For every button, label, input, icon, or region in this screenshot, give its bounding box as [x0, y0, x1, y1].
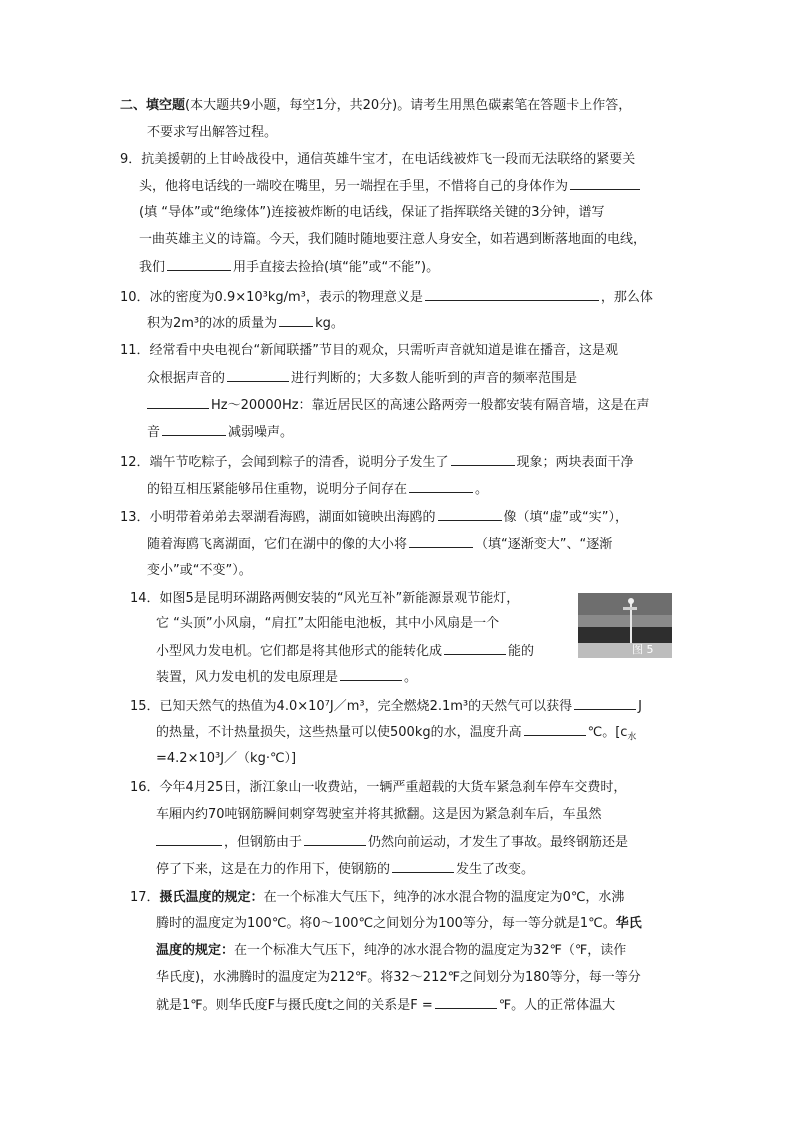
- q14-line-4b: 。: [404, 670, 418, 685]
- q9-line-5a: 我们: [139, 260, 166, 275]
- answer-blank[interactable]: [279, 313, 313, 327]
- answer-blank[interactable]: [147, 395, 209, 409]
- figure-5-photo: [578, 593, 672, 658]
- answer-blank[interactable]: [524, 722, 586, 736]
- q17-number: 17．: [130, 890, 160, 905]
- q9-line-2: 头，他将电话线的一端咬在嘴里，另一端捏在手里，不惜将自己的身体作为: [139, 179, 569, 194]
- q13-line-1a: 13．小明带着弟弟去翠湖看海鸥，湖面如镜映出海鸥的: [120, 510, 436, 525]
- q17-fahrenheit-heading-b: 温度的规定：: [156, 943, 235, 958]
- q17-line-3: 在一个标准大气压下，纯净的冰水混合物的温度定为32℉（℉，读作: [234, 943, 627, 958]
- q16-line-1: 16．今年4月25日，浙江象山一收费站，一辆严重超载的大货车紧急刹车停车交费时，: [130, 780, 627, 795]
- answer-blank[interactable]: [409, 479, 473, 493]
- q12-line-1b: 现象；两块表面干净: [516, 455, 634, 470]
- answer-blank[interactable]: [435, 995, 497, 1009]
- answer-blank[interactable]: [227, 368, 289, 382]
- answer-blank[interactable]: [444, 641, 506, 655]
- figure-5-label: 图 5: [632, 643, 654, 656]
- q10-line-2b: kg。: [315, 316, 344, 331]
- q16-line-3b: 仍然向前运动，才发生了事故。最终钢筋还是: [368, 835, 629, 850]
- q15-subscript: 水: [627, 732, 637, 743]
- q12-line-2b: 。: [475, 482, 489, 497]
- q11-line-2b: 进行判断的；大多数人能听到的声音的频率范围是: [291, 371, 578, 386]
- section-number: 二、: [120, 98, 147, 113]
- q16-line-4b: 发生了改变。: [456, 862, 535, 877]
- q15-line-1b: J: [638, 699, 642, 714]
- answer-blank[interactable]: [156, 832, 222, 846]
- q13-line-2a: 随着海鸥飞离湖面，它们在湖中的像的大小将: [147, 537, 408, 552]
- q14-line-3a: 小型风力发电机。它们都是将其他形式的能转化成: [156, 644, 443, 659]
- q17-line-5a: 就是1℉。则华氏度F与摄氏度t之间的关系是F =: [156, 998, 433, 1013]
- section-desc-1: (本大题共9小题，每空1分，共20分)。请考生用黑色碳素笔在答题卡上作答，: [185, 98, 632, 113]
- q11-line-4b: 减弱噪声。: [228, 425, 294, 440]
- q11-line-1: 11．经常看中央电视台“新闻联播”节目的观众，只需听声音就知道是谁在播音，这是观: [120, 343, 619, 358]
- q15-line-2a: 的热量，不计热量损失，这些热量可以使500kg的水，温度升高: [156, 725, 522, 740]
- section-title: 填空题: [146, 98, 186, 113]
- q17-line-5b: ℉。人的正常体温大: [498, 998, 616, 1013]
- q9-line-1: 9．抗美援朝的上甘岭战役中，通信英雄牛宝才，在电话线被炸飞一段而无法联络的紧要关: [120, 152, 636, 167]
- section-desc-2: 不要求写出解答过程。: [147, 125, 278, 140]
- answer-blank[interactable]: [451, 452, 515, 466]
- q14-line-3b: 能的: [508, 644, 535, 659]
- answer-blank[interactable]: [162, 422, 226, 436]
- q12-line-2a: 的铅互相压紧能够吊住重物，说明分子间存在: [147, 482, 408, 497]
- q11-line-2a: 众根据声音的: [147, 371, 226, 386]
- answer-blank[interactable]: [409, 534, 473, 548]
- q17-line-2a: 腾时的温度定为100℃。将0～100℃之间划分为100等分，每一等分就是1℃。: [156, 916, 616, 931]
- answer-blank[interactable]: [570, 176, 640, 190]
- q13-line-1b: 像（填“虚”或“实”），: [503, 510, 628, 525]
- q16-line-2: 车厢内约70吨钢筋瞬间刺穿驾驶室并将其掀翻。这是因为紧急刹车后，车虽然: [156, 807, 602, 822]
- q15-line-2b: ℃。[c: [587, 725, 628, 740]
- answer-blank[interactable]: [438, 507, 502, 521]
- q9-line-4: 一曲英雄主义的诗篇。今天，我们随时随地要注意人身安全，如若遇到断落地面的电线，: [139, 232, 647, 247]
- q15-line-3: =4.2×10³J／（kg·℃）]: [156, 751, 297, 766]
- q13-line-2b: （填“逐渐变大”、“逐渐: [475, 537, 613, 552]
- answer-blank[interactable]: [340, 667, 402, 681]
- answer-blank[interactable]: [425, 287, 599, 301]
- q12-line-1a: 12．端午节吃粽子，会闻到粽子的清香，说明分子发生了: [120, 455, 449, 470]
- answer-blank[interactable]: [574, 696, 636, 710]
- q14-line-2: 它 “头顶”小风扇，“肩扛”太阳能电池板，其中小风扇是一个: [156, 616, 500, 631]
- q17-fahrenheit-heading-a: 华氏: [615, 916, 642, 931]
- q16-line-3a: ，但钢筋由于: [224, 835, 303, 850]
- street-lamp-photo: [578, 593, 672, 658]
- q15-line-1a: 15．已知天然气的热值为4.0×10⁷J／m³，完全燃烧2.1m³的天然气可以获得: [130, 699, 573, 714]
- q10-line-2a: 积为2m³的冰的质量为: [147, 316, 278, 331]
- q14-line-1: 14．如图5是昆明环湖路两侧安装的“风光互补”新能源景观节能灯，: [130, 591, 520, 606]
- q10-line-1b: ，那么体: [600, 290, 653, 305]
- answer-blank[interactable]: [304, 832, 366, 846]
- q10-line-1a: 10．冰的密度为0.9×10³kg/m³，表示的物理意义是: [120, 290, 423, 305]
- q11-line-3: Hz～20000Hz：靠近居民区的高速公路两旁一般都安装有隔音墙，这是在声: [211, 398, 650, 413]
- q17-line-4: 华氏度)，水沸腾时的温度定为212℉。将32～212℉之间划分为180等分，每一等分: [156, 970, 641, 985]
- q9-line-5b: 用手直接去捡拾(填“能”或“不能”)。: [233, 260, 440, 275]
- q16-line-4a: 停了下来，这是在力的作用下，使钢筋的: [156, 862, 391, 877]
- q13-line-3: 变小”或“不变”）。: [147, 563, 252, 578]
- q14-line-4a: 装置，风力发电机的发电原理是: [156, 670, 339, 685]
- q9-line-3: (填 “导体”或“绝缘体”)连接被炸断的电话线，保证了指挥联络关键的3分钟，谱写: [139, 205, 605, 220]
- answer-blank[interactable]: [392, 859, 454, 873]
- answer-blank[interactable]: [167, 257, 231, 271]
- q17-celsius-heading: 摄氏温度的规定：: [159, 890, 264, 905]
- q17-line-1: 在一个标准大气压下，纯净的冰水混合物的温度定为0℃，水沸: [263, 890, 625, 905]
- q11-line-4a: 音: [147, 425, 161, 440]
